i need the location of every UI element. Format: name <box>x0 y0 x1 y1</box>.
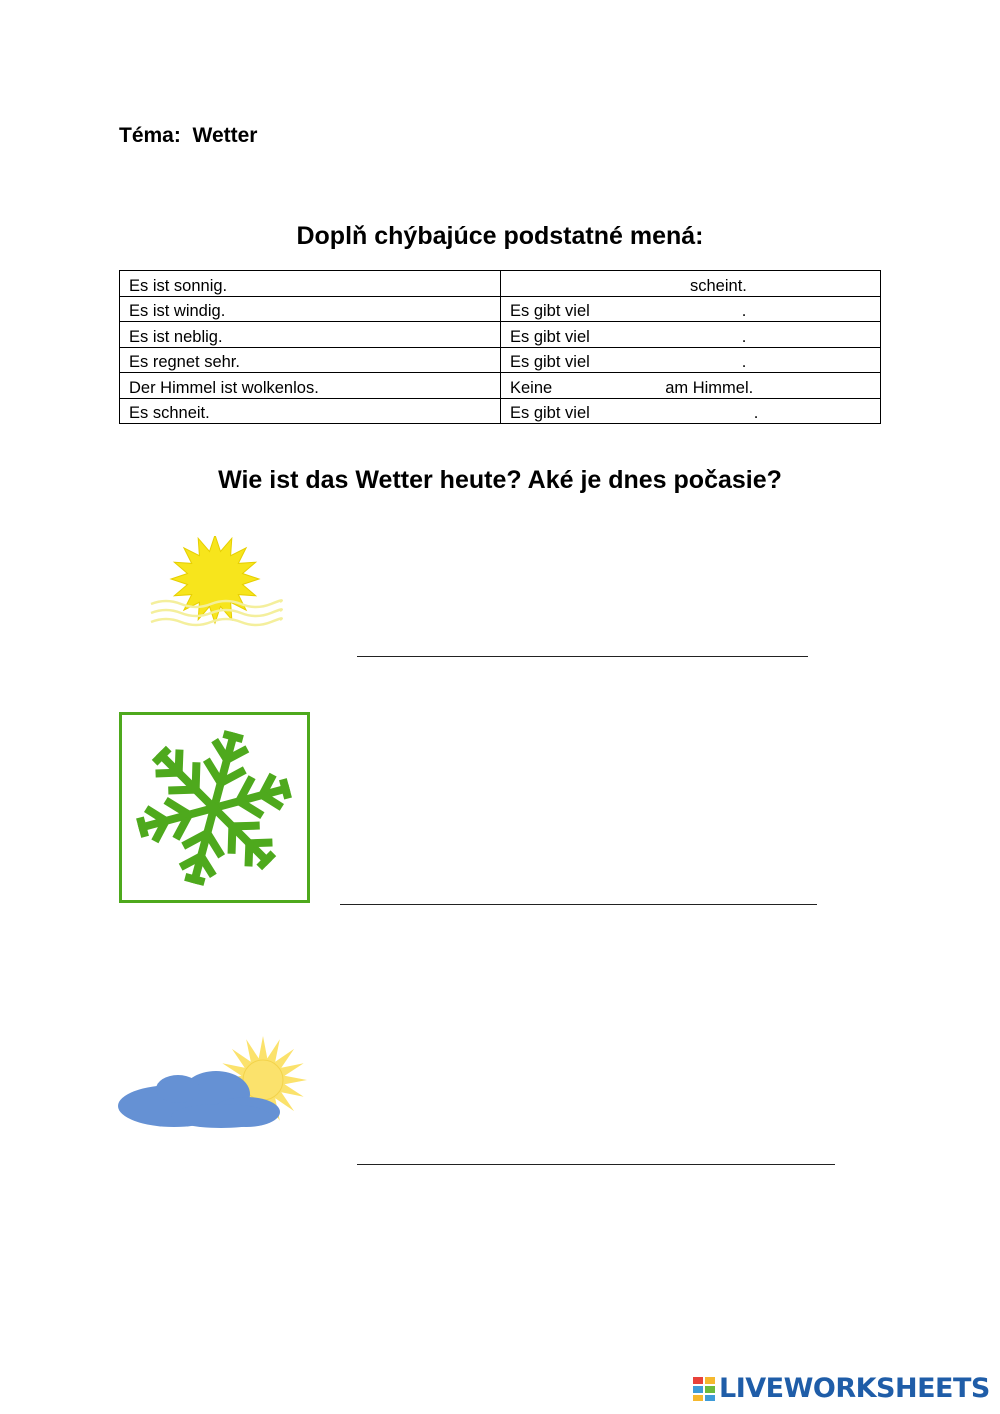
brand-name: LIVEWORKSHEETS <box>719 1373 990 1404</box>
sentence-cell: Es ist sonnig. <box>120 271 501 297</box>
answer-suffix: . <box>741 327 747 346</box>
answer-prefix: Es gibt viel <box>510 302 590 320</box>
table-row <box>120 347 881 373</box>
table-row <box>120 373 881 399</box>
sun-cloud-icon <box>116 1036 310 1132</box>
answer-prefix: Es gibt viel <box>510 353 590 371</box>
sentence-cell: Es regnet sehr. <box>120 347 501 373</box>
liveworksheets-logo[interactable] <box>692 1374 990 1404</box>
answer-prefix: Es gibt viel <box>510 327 590 346</box>
answer-suffix: am Himmel. <box>665 378 754 397</box>
table-row <box>120 271 881 297</box>
sentence-cell: Der Himmel ist wolkenlos. <box>120 373 501 399</box>
answer-line[interactable] <box>357 656 808 657</box>
table-row <box>120 398 881 424</box>
answer-cell <box>501 347 881 373</box>
sentence-cell: Es ist neblig. <box>120 322 501 348</box>
answer-line[interactable] <box>357 1164 835 1165</box>
answer-suffix: . <box>741 353 747 371</box>
answer-cell <box>501 373 881 399</box>
table-row <box>120 296 881 322</box>
answer-cell <box>501 398 881 424</box>
sun-icon <box>148 536 283 632</box>
answer-cell <box>501 271 881 297</box>
topic-title: Téma: Wetter <box>119 124 258 147</box>
answer-cell <box>501 296 881 322</box>
answer-suffix: . <box>741 302 747 320</box>
answer-line[interactable] <box>340 904 817 905</box>
answer-prefix: Es gibt viel <box>510 404 590 422</box>
answer-cell <box>501 322 881 348</box>
sentence-cell: Es ist windig. <box>120 296 501 322</box>
fill-in-table <box>119 270 881 424</box>
answer-suffix: . <box>753 404 759 422</box>
snowflake-icon <box>119 712 310 903</box>
weather-question-heading: Wie ist das Wetter heute? Aké je dnes počasie? <box>218 466 782 494</box>
table-row <box>120 322 881 348</box>
answer-suffix: scheint. <box>690 276 747 295</box>
live-blocks-icon <box>692 1376 716 1402</box>
sentence-cell: Es schneit. <box>120 398 501 424</box>
answer-prefix: Keine <box>510 378 553 397</box>
fill-in-heading: Doplň chýbajúce podstatné mená: <box>296 222 704 250</box>
